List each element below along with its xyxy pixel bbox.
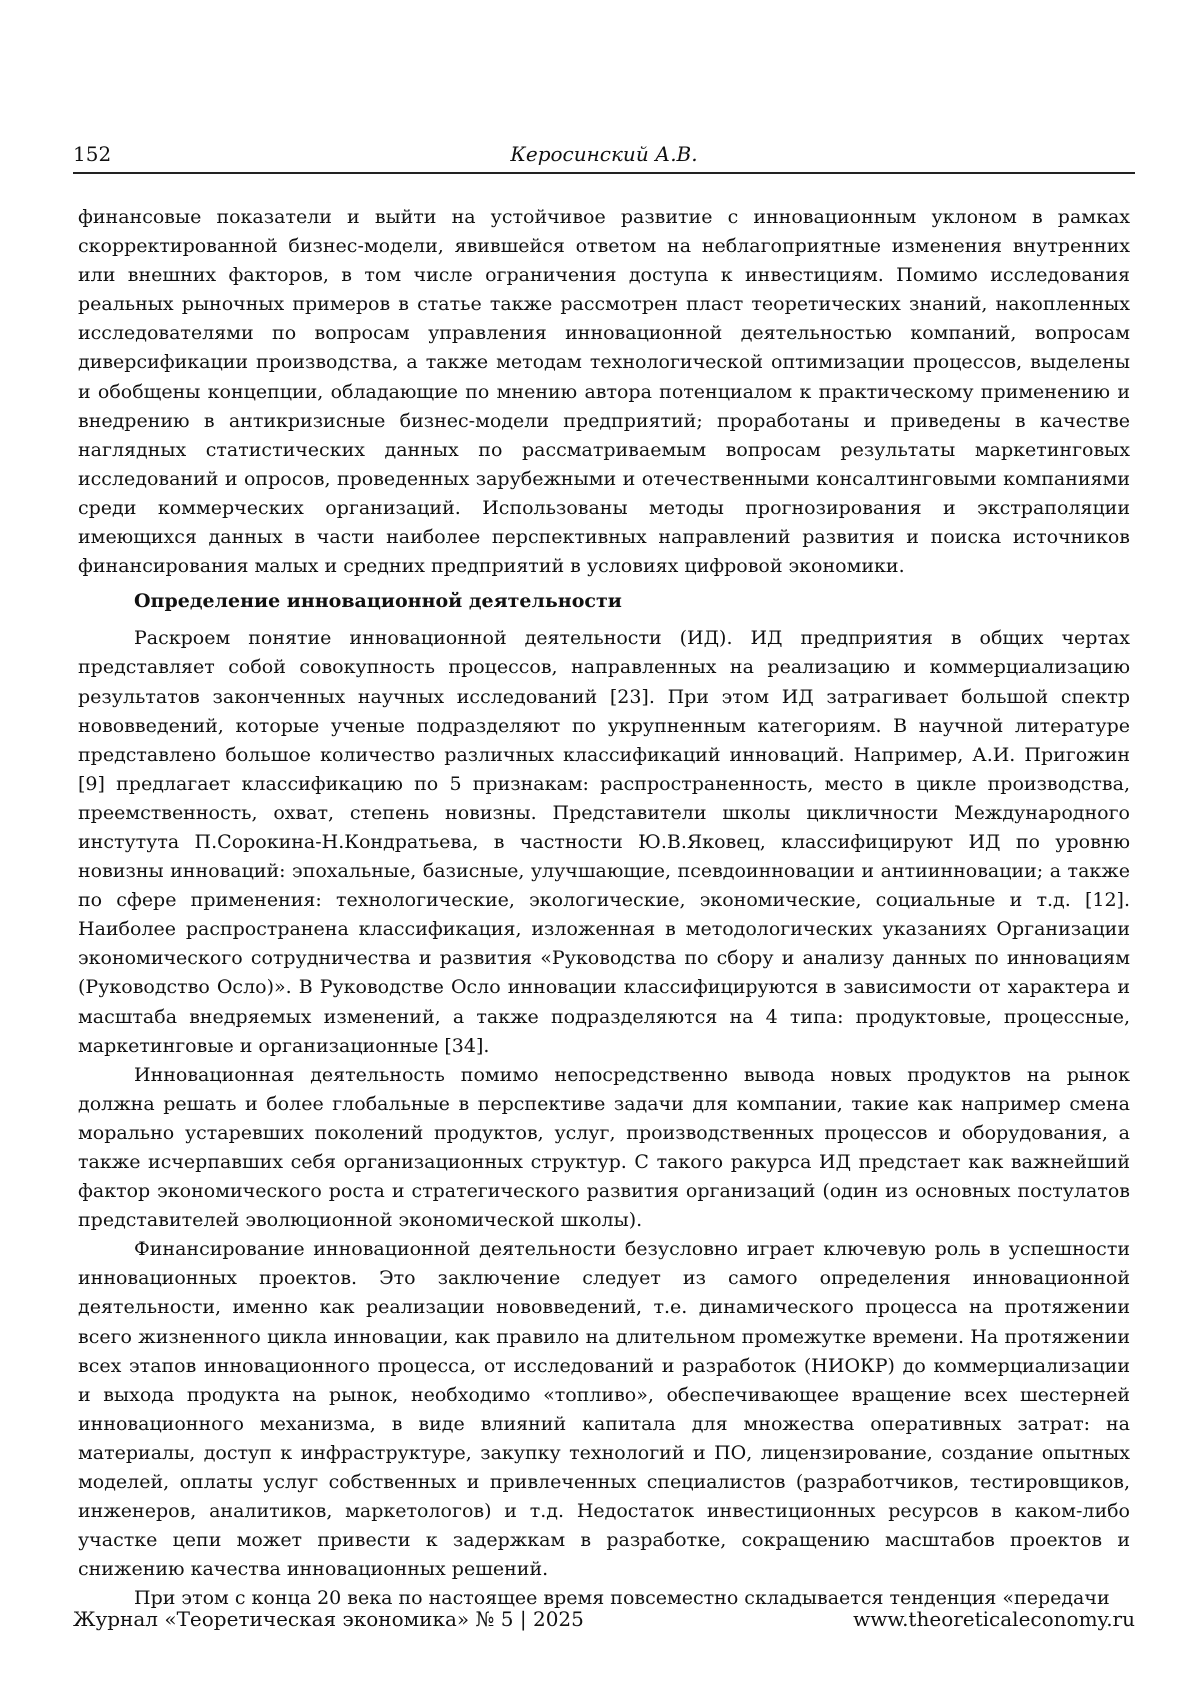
paragraph-intro: финансовые показатели и выйти на устойчивое развитие с инновационным уклоном в рамках скорректированной бизнес-модели, явившейся ответом на неблагоприятные изменения внутренних или внешних факторов, в том числе ограничения доступа к инвестициям. Помимо исследования реальных рыночных примеров в статье также рассмотрен пласт теоретических знаний, накопленных исследователями по вопросам управления инновационной деятельностью компаний, вопросам диверсификации производства, а также методам технологической оптимизации процессов, выделены и обобщены концепции, обладающие по мнению автора потенциалом к практическому применению и внедрению в антикризисные бизнес-модели предприятий; проработаны и приведены в качестве наглядных статистических данных по рассматриваемым вопросам результаты маркетинговых исследований и опросов, проведенных зарубежными и отечественными консалтинговыми компаниями среди коммерческих организаций. Использованы методы прогнозирования и экстраполяции имеющихся данных в части наиболее перспективных направлений развития и поиска источников финансирования малых и средних предприятий в условиях цифровой экономики. bbox=[78, 203, 1130, 581]
page-header bbox=[73, 142, 1135, 174]
journal-website: www.theoreticaleconomy.ru bbox=[853, 1607, 1135, 1631]
section-heading: Определение инновационной деятельности bbox=[78, 587, 1130, 616]
journal-info: Журнал «Теоретическая экономика» № 5 | 2025 bbox=[73, 1607, 584, 1631]
paragraph-2: Инновационная деятельность помимо непосредственно вывода новых продуктов на рынок должна решать и более глобальные в перспективе задачи для компании, такие как например смена морально устаревших поколений продуктов, услуг, производственных процессов и оборудования, а также исчерпавших себя организационных структур. С такого ракурса ИД предстает как важнейший фактор экономического роста и стратегического развития организаций (один из основных постулатов представителей эволюционной экономической школы). bbox=[78, 1061, 1130, 1236]
paragraph-1: Раскроем понятие инновационной деятельности (ИД). ИД предприятия в общих чертах представляет собой совокупность процессов, направленных на реализацию и коммерциализацию результатов законченных научных исследований [23]. При этом ИД затрагивает большой спектр нововведений, которые ученые подразделяют по укрупненным категориям. В научной литературе представлено большое количество различных классификаций инноваций. Например, А.И. Пригожин [9] предлагает классификацию по 5 признакам: распространенность, место в цикле производства, преемственность, охват, степень новизны. Представители школы цикличности Международного инстутута П.Сорокина-Н.Кондратьева, в частности Ю.В.Яковец, классифицируют ИД по уровню новизны инноваций: эпохальные, базисные, улучшающие, псевдоинновации и антиинновации; а также по сфере применения: технологические, экологические, экономические, социальные и т.д. [12]. Наиболее распространена классификация, изложенная в методологических указаниях Организации экономического сотрудничества и развития «Руководства по сбору и анализу данных по инновациям (Руководство Осло)». В Руководстве Осло инновации классифицируются в зависимости от характера и масштаба внедряемых изменений, а также подразделяются на 4 типа: продуктовые, процессные, маркетинговые и организационные [34]. bbox=[78, 624, 1130, 1060]
paragraph-3: Финансирование инновационной деятельности безусловно играет ключевую роль в успешности инновационных проектов. Это заключение следует из самого определения инновационной деятельности, именно как реализации нововведений, т.е. динамического процесса на протяжении всего жизненного цикла инновации, как правило на длительном промежутке времени. На протяжении всех этапов инновационного процесса, от исследований и разработок (НИОКР) до коммерциализации и выхода продукта на рынок, необходимо «топливо», обеспечивающее вращение всех шестерней инновационного механизма, в виде влияний капитала для множества оперативных затрат: на материалы, доступ к инфраструктуре, закупку технологий и ПО, лицензирование, создание опытных моделей, оплаты услуг собственных и привлеченных специалистов (разработчиков, тестировщиков, инженеров, аналитиков, маркетологов) и т.д. Недостаток инвестиционных ресурсов в каком-либо участке цепи может привести к задержкам в разработке, сокращению масштабов проектов и снижению качества инновационных решений. bbox=[78, 1235, 1130, 1584]
page-number: 152 bbox=[73, 142, 111, 166]
running-head-author: Керосинский А.В. bbox=[73, 142, 1135, 166]
page-footer bbox=[73, 1607, 1135, 1635]
paragraph-4: При этом с конца 20 века по настоящее время повсеместно складывается тенденция «передачи bbox=[78, 1584, 1130, 1613]
article-body bbox=[78, 203, 1130, 1614]
